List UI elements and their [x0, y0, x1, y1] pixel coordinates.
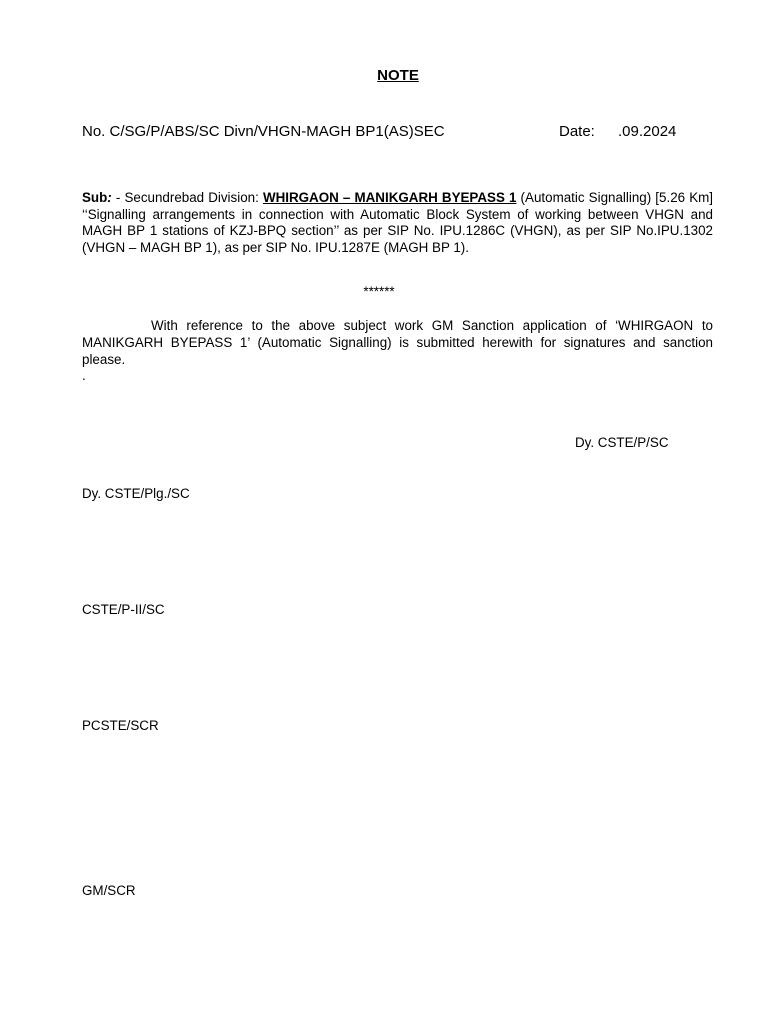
body-paragraph: With reference to the above subject work GM Sanction application of ‘WHIRGAON to MANIKGARH BYEPASS 1’ (Automatic Signalling) is submitted herewith for signatures and sanction please. [82, 318, 713, 367]
subject-label: Sub: [82, 190, 112, 205]
signatory-gm: GM/SCR [82, 883, 136, 898]
stray-dot: . [82, 368, 86, 383]
subject-intro: - Secundrebad Division: [111, 190, 263, 205]
signatory-cste-p2: CSTE/P-II/SC [82, 602, 165, 617]
note-title: NOTE [377, 67, 419, 84]
subject-paragraph [82, 190, 713, 256]
signatory-dy-cste-plg: Dy. CSTE/Plg./SC [82, 486, 190, 501]
date-value: .09.2024 [618, 123, 677, 140]
date-label: Date: [559, 123, 595, 140]
reference-number: No. C/SG/P/ABS/SC Divn/VHGN-MAGH BP1(AS)SEC [82, 123, 445, 140]
signatory-pcste: PCSTE/SCR [82, 718, 159, 733]
work-name: WHIRGAON – MANIKGARH BYEPASS 1 [262, 190, 517, 205]
separator: ****** [363, 284, 395, 299]
subject-details: (Automatic Signalling) [5.26 Km] ‘‘Signalling arrangements in connection with Automatic Block System of working between VHGN and MAGH BP 1 stations of KZJ-BPQ section’’ as per SIP No. IPU.1286C (VHGN), as per SIP No.IPU.1302 (VHGN – MAGH BP 1), as per SIP No. IPU.1287E (MAGH BP 1). [82, 190, 713, 255]
signatory-dy-cste-p: Dy. CSTE/P/SC [575, 435, 669, 450]
